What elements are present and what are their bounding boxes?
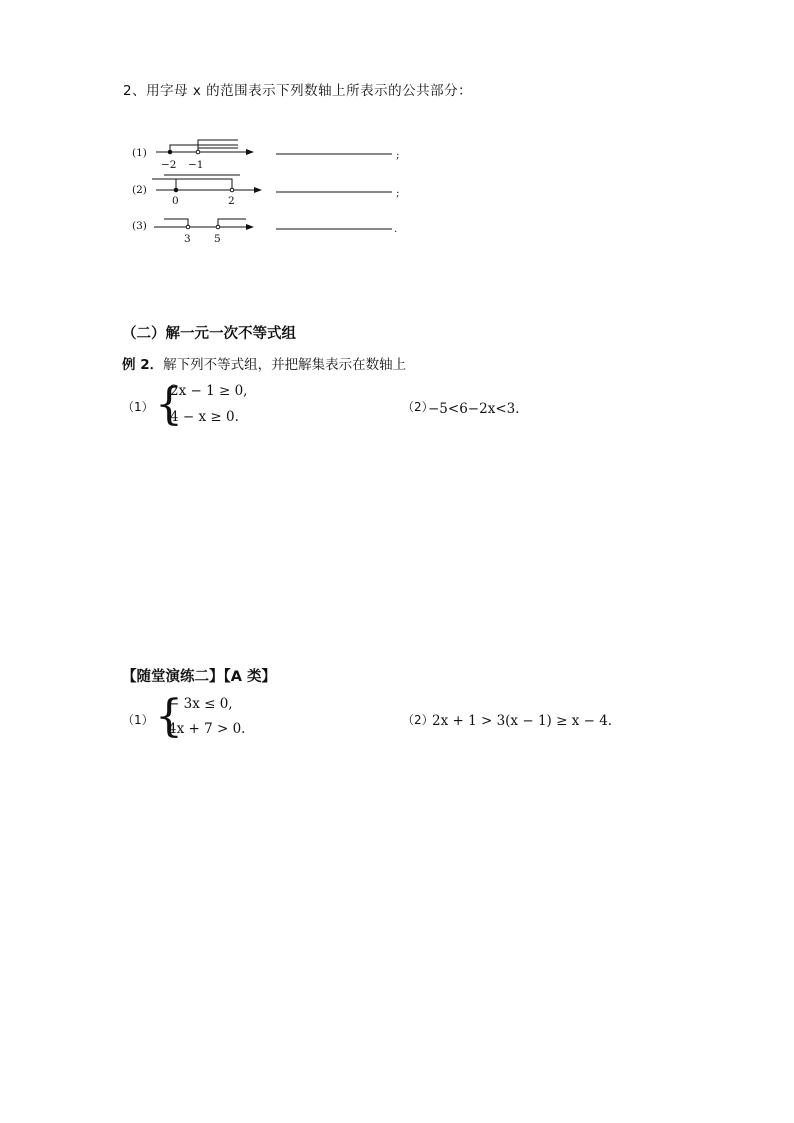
range-3a	[164, 219, 188, 227]
example-p1-line1: 2x − 1 ≥ 0,	[170, 383, 248, 399]
item-end-1: ;	[396, 149, 400, 161]
example-label: 例 2．	[122, 357, 164, 373]
item-end-2: ;	[396, 187, 400, 199]
example-p1-line2: 4 − x ≥ 0.	[170, 409, 239, 425]
practice-p1-line1: − 3x ≤ 0,	[168, 696, 233, 712]
example-text: 解下列不等式组，并把解集表示在数轴上	[163, 357, 407, 373]
item-label-2: (2)	[132, 184, 147, 196]
practice-p2-label: （2）	[402, 713, 434, 727]
section-heading: （二）解一元一次不等式组	[122, 326, 296, 342]
example-line	[122, 353, 406, 373]
item-end-3: .	[394, 223, 398, 235]
brace-icon: {	[155, 691, 183, 742]
practice-p2-expr: 2x + 1 > 3(x − 1) ≥ x − 4．	[432, 713, 622, 729]
example-p2-label: （2）	[402, 400, 434, 414]
example-p2-expr: −5<6−2x<3．	[428, 401, 529, 417]
tick-label-2b: 2	[228, 195, 235, 207]
range-3b	[218, 219, 246, 227]
axis-arrow-2	[254, 187, 262, 193]
tick-label-2a: 0	[172, 195, 179, 207]
question-title: 2、用字母 x 的范围表示下列数轴上所表示的公共部分：	[123, 83, 473, 99]
tick-label-3a: 3	[184, 233, 191, 245]
range-2a	[176, 179, 232, 190]
point-2b	[230, 188, 234, 192]
practice-p1-line2: 4x + 7 > 0.	[168, 721, 246, 737]
point-2a	[174, 188, 178, 192]
point-3b	[216, 225, 220, 229]
item-label-3: (3)	[132, 220, 147, 232]
point-1a	[168, 150, 172, 154]
example-p1-label: （1）	[122, 400, 154, 414]
practice-p1-label: （1）	[122, 713, 154, 727]
practice-heading: 【随堂演练二】【A 类】	[122, 669, 277, 685]
item-label-1: (1)	[132, 147, 147, 159]
tick-label-1a: −2	[161, 159, 177, 171]
range-1b	[198, 140, 238, 152]
axis-arrow-3	[246, 224, 254, 230]
axis-arrow-1	[246, 149, 254, 155]
number-line-figure	[128, 128, 408, 248]
brace-icon: {	[155, 379, 183, 430]
tick-label-1b: −1	[188, 159, 204, 171]
point-3a	[186, 225, 190, 229]
tick-label-3b: 5	[214, 233, 221, 245]
point-1b	[196, 150, 200, 154]
